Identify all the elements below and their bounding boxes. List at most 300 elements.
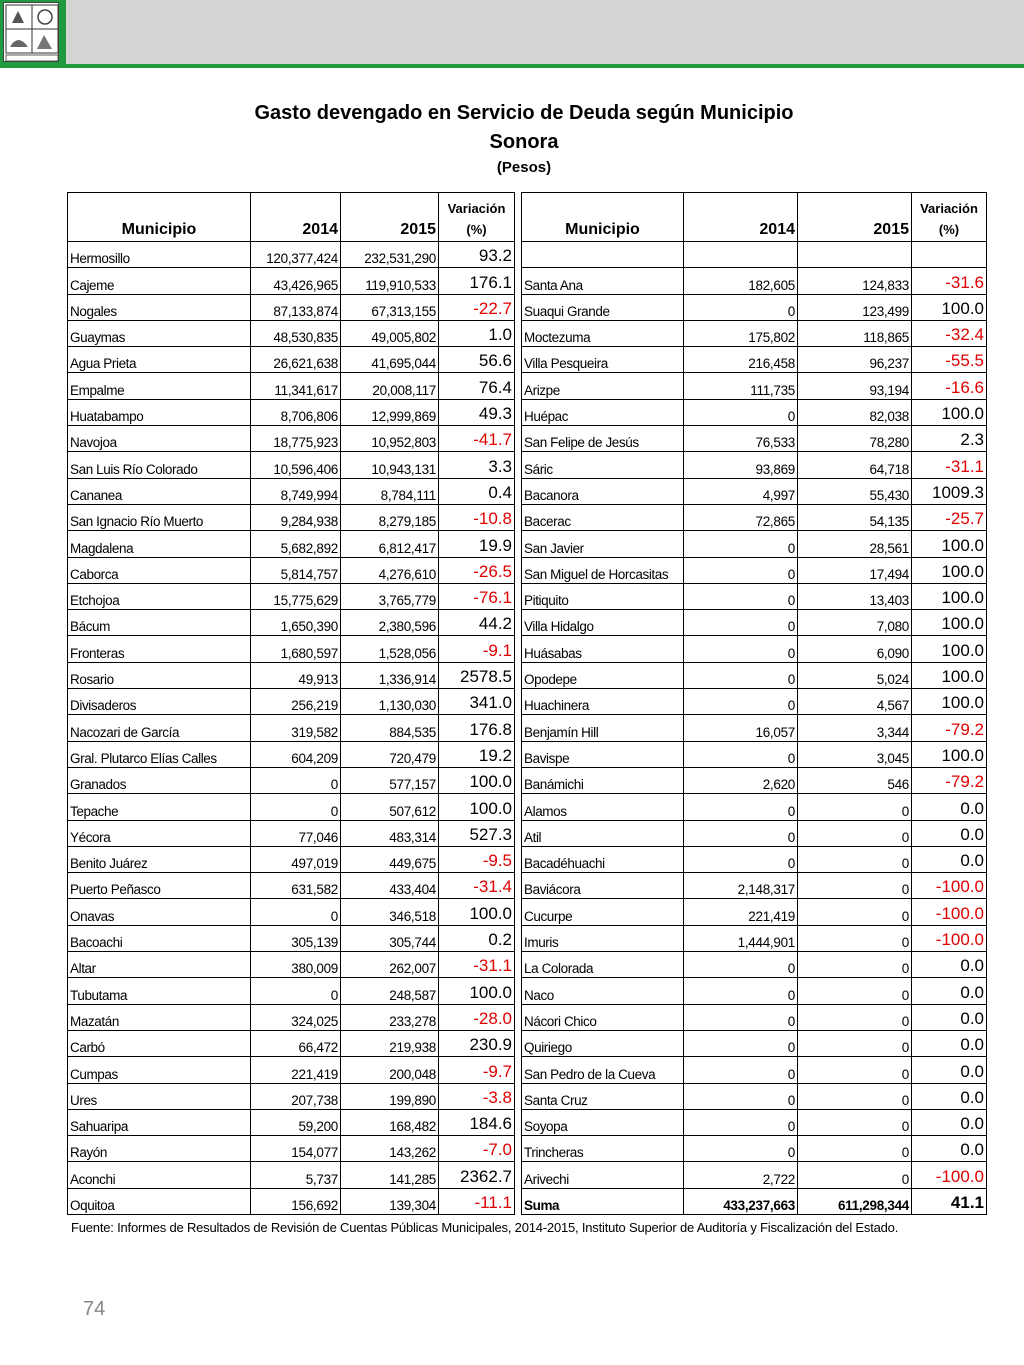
value-2014-cell: 0 xyxy=(684,662,798,688)
table-row xyxy=(68,1030,515,1056)
value-2014-cell: 319,582 xyxy=(251,715,341,741)
value-2014-cell: 0 xyxy=(684,978,798,1004)
variacion-cell: -79.2 xyxy=(912,767,987,793)
variacion-cell: -3.8 xyxy=(439,1083,515,1109)
value-2015-cell: 0 xyxy=(798,820,912,846)
municipio-cell: Agua Prieta xyxy=(68,347,251,373)
municipio-cell: Rosario xyxy=(68,662,251,688)
header-variacion xyxy=(912,193,987,242)
value-2015-cell: 141,285 xyxy=(341,1162,439,1188)
value-2015-cell: 124,833 xyxy=(798,268,912,294)
variacion-cell: 44.2 xyxy=(439,610,515,636)
table-row xyxy=(522,741,987,767)
value-2015-cell: 233,278 xyxy=(341,1004,439,1030)
table-row xyxy=(522,873,987,899)
municipio-cell: Quiriego xyxy=(522,1030,684,1056)
municipio-cell: Arivechi xyxy=(522,1162,684,1188)
header-2015: 2015 xyxy=(341,193,439,242)
top-banner-stripe xyxy=(0,64,1024,68)
table-row xyxy=(522,373,987,399)
header-municipio: Municipio xyxy=(68,193,251,242)
value-2014-cell: 175,802 xyxy=(684,320,798,346)
municipio-cell: Huatabampo xyxy=(68,399,251,425)
municipio-cell: Santa Cruz xyxy=(522,1083,684,1109)
variacion-cell: 0.0 xyxy=(912,794,987,820)
table-row xyxy=(522,347,987,373)
value-2015-cell: 67,313,155 xyxy=(341,294,439,320)
value-2014-cell: 0 xyxy=(684,583,798,609)
value-2014-cell: 221,419 xyxy=(684,899,798,925)
municipio-cell: Granados xyxy=(68,767,251,793)
table-subtitle-units: (Pesos) xyxy=(496,159,552,176)
variacion-cell: 100.0 xyxy=(912,399,987,425)
value-2014-cell: 16,057 xyxy=(684,715,798,741)
value-2015-cell: 4,276,610 xyxy=(341,557,439,583)
page-number: 74 xyxy=(83,1298,106,1320)
table-subtitle-state: Sonora xyxy=(489,131,559,153)
municipio-cell: San Javier xyxy=(522,531,684,557)
value-2014-cell: 9,284,938 xyxy=(251,504,341,530)
value-2015-cell: 6,812,417 xyxy=(341,531,439,557)
value-2014-cell: 0 xyxy=(684,689,798,715)
municipio-cell: Atil xyxy=(522,820,684,846)
variacion-cell: -9.1 xyxy=(439,636,515,662)
variacion-cell: 100.0 xyxy=(912,610,987,636)
table-row xyxy=(68,1188,515,1214)
variacion-cell: 100.0 xyxy=(912,689,987,715)
municipio-cell: Fronteras xyxy=(68,636,251,662)
table-row xyxy=(68,452,515,478)
value-2014-cell: 18,775,923 xyxy=(251,426,341,452)
variacion-cell: -26.5 xyxy=(439,557,515,583)
value-2014-cell: 156,692 xyxy=(251,1188,341,1214)
value-2014-cell: 11,341,617 xyxy=(251,373,341,399)
variacion-cell: 100.0 xyxy=(912,583,987,609)
value-2014-cell: 604,209 xyxy=(251,741,341,767)
table-row xyxy=(522,925,987,951)
table-row xyxy=(68,636,515,662)
variacion-cell: 93.2 xyxy=(439,242,515,268)
value-2014-cell: 0 xyxy=(684,294,798,320)
table-row xyxy=(68,1083,515,1109)
value-2015-cell: 3,045 xyxy=(798,741,912,767)
municipio-cell: San Pedro de la Cueva xyxy=(522,1057,684,1083)
table-row xyxy=(522,846,987,872)
municipio-cell: Navojoa xyxy=(68,426,251,452)
variacion-cell: 176.1 xyxy=(439,268,515,294)
table-row xyxy=(68,268,515,294)
table-row xyxy=(68,373,515,399)
value-2015-cell: 0 xyxy=(798,846,912,872)
variacion-cell xyxy=(912,242,987,268)
variacion-cell: -55.5 xyxy=(912,347,987,373)
table-row xyxy=(522,583,987,609)
table-row xyxy=(522,531,987,557)
header-variacion xyxy=(439,193,515,242)
logo-frame xyxy=(0,0,66,68)
variacion-cell: -31.4 xyxy=(439,873,515,899)
value-2015-cell: 1,528,056 xyxy=(341,636,439,662)
municipio-cell: Yécora xyxy=(68,820,251,846)
municipio-cell: Mazatán xyxy=(68,1004,251,1030)
municipio-cell: Naco xyxy=(522,978,684,1004)
variacion-cell: 1009.3 xyxy=(912,478,987,504)
value-2014-cell: 5,737 xyxy=(251,1162,341,1188)
value-2015-cell: 1,336,914 xyxy=(341,662,439,688)
table-row xyxy=(68,583,515,609)
municipio-cell: Sahuaripa xyxy=(68,1109,251,1135)
table-row xyxy=(522,610,987,636)
value-2015-cell: 96,237 xyxy=(798,347,912,373)
value-2014-cell: 0 xyxy=(251,978,341,1004)
value-2014-cell: 1,680,597 xyxy=(251,636,341,662)
table-row xyxy=(68,820,515,846)
municipio-cell: Cananea xyxy=(68,478,251,504)
municipio-cell: Altar xyxy=(68,952,251,978)
value-2014-cell: 0 xyxy=(684,952,798,978)
table-row xyxy=(68,715,515,741)
table-row xyxy=(522,1057,987,1083)
municipio-cell: Bácum xyxy=(68,610,251,636)
municipio-cell: Cumpas xyxy=(68,1057,251,1083)
variacion-cell: 100.0 xyxy=(912,662,987,688)
municipio-cell: Benito Juárez xyxy=(68,846,251,872)
left-table-header xyxy=(68,193,515,242)
value-2015-cell: 449,675 xyxy=(341,846,439,872)
value-2015-cell: 0 xyxy=(798,873,912,899)
value-2015-cell: 123,499 xyxy=(798,294,912,320)
variacion-cell: -11.1 xyxy=(439,1188,515,1214)
table-row xyxy=(68,1109,515,1135)
value-2014-cell: 0 xyxy=(684,794,798,820)
table-row xyxy=(68,899,515,925)
value-2015-cell: 0 xyxy=(798,1162,912,1188)
municipio-cell: Guaymas xyxy=(68,320,251,346)
value-2014-cell: 305,139 xyxy=(251,925,341,951)
variacion-cell: 0.0 xyxy=(912,820,987,846)
value-2015-cell: 305,744 xyxy=(341,925,439,951)
value-2015-cell: 119,910,533 xyxy=(341,268,439,294)
variacion-cell: -22.7 xyxy=(439,294,515,320)
value-2015-cell: 0 xyxy=(798,978,912,1004)
value-2015-cell: 507,612 xyxy=(341,794,439,820)
municipio-cell: Pitiquito xyxy=(522,583,684,609)
municipio-cell: Aconchi xyxy=(68,1162,251,1188)
value-2015-cell: 168,482 xyxy=(341,1109,439,1135)
variacion-cell: 176.8 xyxy=(439,715,515,741)
variacion-cell: -31.1 xyxy=(439,952,515,978)
variacion-cell: -7.0 xyxy=(439,1136,515,1162)
table-row xyxy=(522,689,987,715)
value-2015-cell: 0 xyxy=(798,1004,912,1030)
table-title: Gasto devengado en Servicio de Deuda según Municipio xyxy=(254,102,794,124)
municipio-cell: Banámichi xyxy=(522,767,684,793)
municipio-cell: San Felipe de Jesús xyxy=(522,426,684,452)
table-row xyxy=(68,347,515,373)
variacion-cell: 100.0 xyxy=(439,767,515,793)
municipio-cell: Baviácora xyxy=(522,873,684,899)
value-2014-cell: 0 xyxy=(684,1030,798,1056)
variacion-cell: 0.0 xyxy=(912,1083,987,1109)
municipio-cell: Magdalena xyxy=(68,531,251,557)
value-2014-cell: 15,775,629 xyxy=(251,583,341,609)
table-row xyxy=(522,452,987,478)
municipio-cell: Puerto Peñasco xyxy=(68,873,251,899)
table-row xyxy=(68,557,515,583)
variacion-cell: -31.1 xyxy=(912,452,987,478)
value-2014-cell: 76,533 xyxy=(684,426,798,452)
table-row xyxy=(68,978,515,1004)
variacion-cell: -32.4 xyxy=(912,320,987,346)
municipio-cell: Bacadéhuachi xyxy=(522,846,684,872)
top-banner xyxy=(0,0,1024,64)
value-2014-cell: 0 xyxy=(684,1004,798,1030)
value-2015-cell: 3,344 xyxy=(798,715,912,741)
table-row xyxy=(68,689,515,715)
value-2014-cell: 1,650,390 xyxy=(251,610,341,636)
table-row xyxy=(68,873,515,899)
table-row xyxy=(522,504,987,530)
municipio-cell: Benjamín Hill xyxy=(522,715,684,741)
variacion-cell: 0.2 xyxy=(439,925,515,951)
variacion-cell: -31.6 xyxy=(912,268,987,294)
header-2015: 2015 xyxy=(798,193,912,242)
municipio-cell: Santa Ana xyxy=(522,268,684,294)
value-2014-cell: 4,997 xyxy=(684,478,798,504)
value-2014-cell: 93,869 xyxy=(684,452,798,478)
table-row xyxy=(522,899,987,925)
value-2014-cell: 8,706,806 xyxy=(251,399,341,425)
table-row xyxy=(68,952,515,978)
municipio-cell: Tepache xyxy=(68,794,251,820)
table-row xyxy=(68,426,515,452)
variacion-cell: 0.0 xyxy=(912,1057,987,1083)
variacion-cell: 100.0 xyxy=(439,978,515,1004)
variacion-cell: -9.7 xyxy=(439,1057,515,1083)
municipio-cell: Nácori Chico xyxy=(522,1004,684,1030)
value-2014-cell: 59,200 xyxy=(251,1109,341,1135)
value-2014-cell xyxy=(684,242,798,268)
value-2015-cell: 2,380,596 xyxy=(341,610,439,636)
municipio-cell: Bavispe xyxy=(522,741,684,767)
municipio-cell: Cajeme xyxy=(68,268,251,294)
municipio-cell: San Miguel de Horcasitas xyxy=(522,557,684,583)
value-2014-cell: 0 xyxy=(684,531,798,557)
municipio-cell: Etchojoa xyxy=(68,583,251,609)
variacion-cell: 527.3 xyxy=(439,820,515,846)
value-2015-cell: 8,784,111 xyxy=(341,478,439,504)
total-2015-cell: 611,298,344 xyxy=(798,1188,912,1214)
municipio-cell: Sáric xyxy=(522,452,684,478)
table-row xyxy=(522,767,987,793)
table-row xyxy=(522,636,987,662)
value-2014-cell: 0 xyxy=(251,794,341,820)
header-municipio: Municipio xyxy=(522,193,684,242)
sonora-coat-of-arms-logo xyxy=(3,2,59,62)
value-2014-cell: 380,009 xyxy=(251,952,341,978)
table-row xyxy=(522,952,987,978)
value-2014-cell: 631,582 xyxy=(251,873,341,899)
value-2015-cell: 93,194 xyxy=(798,373,912,399)
municipio-cell: Moctezuma xyxy=(522,320,684,346)
value-2014-cell: 221,419 xyxy=(251,1057,341,1083)
table-row xyxy=(522,662,987,688)
value-2015-cell: 720,479 xyxy=(341,741,439,767)
value-2014-cell: 1,444,901 xyxy=(684,925,798,951)
value-2014-cell: 49,913 xyxy=(251,662,341,688)
value-2015-cell: 28,561 xyxy=(798,531,912,557)
variacion-cell: -16.6 xyxy=(912,373,987,399)
value-2014-cell: 207,738 xyxy=(251,1083,341,1109)
value-2014-cell: 216,458 xyxy=(684,347,798,373)
variacion-cell: 0.0 xyxy=(912,1109,987,1135)
municipio-cell: San Luis Río Colorado xyxy=(68,452,251,478)
variacion-cell: -79.2 xyxy=(912,715,987,741)
value-2014-cell: 120,377,424 xyxy=(251,242,341,268)
variacion-cell: 100.0 xyxy=(912,557,987,583)
value-2014-cell: 26,621,638 xyxy=(251,347,341,373)
municipio-cell xyxy=(522,242,684,268)
value-2015-cell: 219,938 xyxy=(341,1030,439,1056)
value-2015-cell: 3,765,779 xyxy=(341,583,439,609)
table-row xyxy=(522,715,987,741)
municipio-cell: Imuris xyxy=(522,925,684,951)
table-row xyxy=(522,1136,987,1162)
value-2014-cell: 0 xyxy=(251,767,341,793)
value-2015-cell: 483,314 xyxy=(341,820,439,846)
value-2014-cell: 72,865 xyxy=(684,504,798,530)
value-2015-cell: 41,695,044 xyxy=(341,347,439,373)
municipio-cell: Opodepe xyxy=(522,662,684,688)
value-2014-cell: 0 xyxy=(684,1109,798,1135)
municipio-cell: Bacanora xyxy=(522,478,684,504)
table-row xyxy=(68,1057,515,1083)
table-row xyxy=(522,426,987,452)
municipio-cell: Bacerac xyxy=(522,504,684,530)
municipio-cell: Rayón xyxy=(68,1136,251,1162)
variacion-cell: 100.0 xyxy=(912,741,987,767)
variacion-cell: 0.0 xyxy=(912,952,987,978)
municipio-cell: San Ignacio Río Muerto xyxy=(68,504,251,530)
value-2015-cell: 20,008,117 xyxy=(341,373,439,399)
value-2014-cell: 256,219 xyxy=(251,689,341,715)
table-row xyxy=(68,741,515,767)
value-2015-cell: 49,005,802 xyxy=(341,320,439,346)
value-2015-cell: 0 xyxy=(798,899,912,925)
variacion-cell: 0.0 xyxy=(912,1004,987,1030)
variacion-cell: -9.5 xyxy=(439,846,515,872)
value-2015-cell: 55,430 xyxy=(798,478,912,504)
value-2015-cell: 0 xyxy=(798,952,912,978)
value-2014-cell: 0 xyxy=(684,636,798,662)
value-2015-cell: 64,718 xyxy=(798,452,912,478)
table-row xyxy=(68,294,515,320)
table-row xyxy=(522,794,987,820)
value-2015-cell: 143,262 xyxy=(341,1136,439,1162)
value-2015-cell: 78,280 xyxy=(798,426,912,452)
municipio-cell: Villa Hidalgo xyxy=(522,610,684,636)
variacion-cell: 1.0 xyxy=(439,320,515,346)
value-2014-cell: 5,682,892 xyxy=(251,531,341,557)
variacion-cell: 341.0 xyxy=(439,689,515,715)
right-data-table xyxy=(521,192,987,1215)
value-2014-cell: 154,077 xyxy=(251,1136,341,1162)
value-2014-cell: 2,148,317 xyxy=(684,873,798,899)
table-row xyxy=(68,504,515,530)
table-row xyxy=(522,242,987,268)
header-variacion-pct: (%) xyxy=(938,222,960,237)
variacion-cell: 0.0 xyxy=(912,978,987,1004)
municipio-cell: Empalme xyxy=(68,373,251,399)
value-2015-cell: 10,943,131 xyxy=(341,452,439,478)
value-2015-cell: 433,404 xyxy=(341,873,439,899)
table-row xyxy=(522,399,987,425)
header-variacion-label: Variación xyxy=(920,201,978,216)
municipio-cell: Onavas xyxy=(68,899,251,925)
value-2014-cell: 8,749,994 xyxy=(251,478,341,504)
table-row xyxy=(522,268,987,294)
municipio-cell: Alamos xyxy=(522,794,684,820)
value-2015-cell: 4,567 xyxy=(798,689,912,715)
value-2015-cell: 6,090 xyxy=(798,636,912,662)
variacion-cell: 100.0 xyxy=(912,294,987,320)
value-2015-cell: 200,048 xyxy=(341,1057,439,1083)
value-2014-cell: 0 xyxy=(684,1057,798,1083)
value-2015-cell: 0 xyxy=(798,1136,912,1162)
municipio-cell: Caborca xyxy=(68,557,251,583)
value-2014-cell: 5,814,757 xyxy=(251,557,341,583)
table-row xyxy=(522,557,987,583)
municipio-cell: La Colorada xyxy=(522,952,684,978)
value-2015-cell: 5,024 xyxy=(798,662,912,688)
source-note: Fuente: Informes de Resultados de Revisión de Cuentas Públicas Municipales, 2014-2015, Instituto Superior de Auditoría y Fiscalización del Estado. xyxy=(71,1220,899,1235)
municipio-cell: Bacoachi xyxy=(68,925,251,951)
municipio-cell: Villa Pesqueira xyxy=(522,347,684,373)
value-2014-cell: 77,046 xyxy=(251,820,341,846)
variacion-cell: -100.0 xyxy=(912,873,987,899)
value-2015-cell: 17,494 xyxy=(798,557,912,583)
municipio-cell: Hermosillo xyxy=(68,242,251,268)
table-row xyxy=(68,1136,515,1162)
table-row xyxy=(68,1004,515,1030)
value-2014-cell: 0 xyxy=(684,557,798,583)
value-2014-cell: 0 xyxy=(684,399,798,425)
municipio-cell: Trincheras xyxy=(522,1136,684,1162)
value-2015-cell: 13,403 xyxy=(798,583,912,609)
value-2015-cell: 118,865 xyxy=(798,320,912,346)
municipio-cell: Huachinera xyxy=(522,689,684,715)
municipio-cell: Nacozari de García xyxy=(68,715,251,741)
table-row xyxy=(68,531,515,557)
variacion-cell: 0.0 xyxy=(912,1136,987,1162)
value-2015-cell: 346,518 xyxy=(341,899,439,925)
municipio-cell: Tubutama xyxy=(68,978,251,1004)
value-2014-cell: 66,472 xyxy=(251,1030,341,1056)
municipio-cell: Nogales xyxy=(68,294,251,320)
table-row xyxy=(68,662,515,688)
value-2014-cell: 0 xyxy=(684,820,798,846)
value-2015-cell: 262,007 xyxy=(341,952,439,978)
variacion-cell: 230.9 xyxy=(439,1030,515,1056)
variacion-cell: 0.0 xyxy=(912,846,987,872)
municipio-cell: Ures xyxy=(68,1083,251,1109)
value-2015-cell: 0 xyxy=(798,1083,912,1109)
variacion-cell: 100.0 xyxy=(912,531,987,557)
municipio-cell: Gral. Plutarco Elías Calles xyxy=(68,741,251,767)
variacion-cell: -76.1 xyxy=(439,583,515,609)
variacion-cell: -10.8 xyxy=(439,504,515,530)
municipio-cell: Suaqui Grande xyxy=(522,294,684,320)
